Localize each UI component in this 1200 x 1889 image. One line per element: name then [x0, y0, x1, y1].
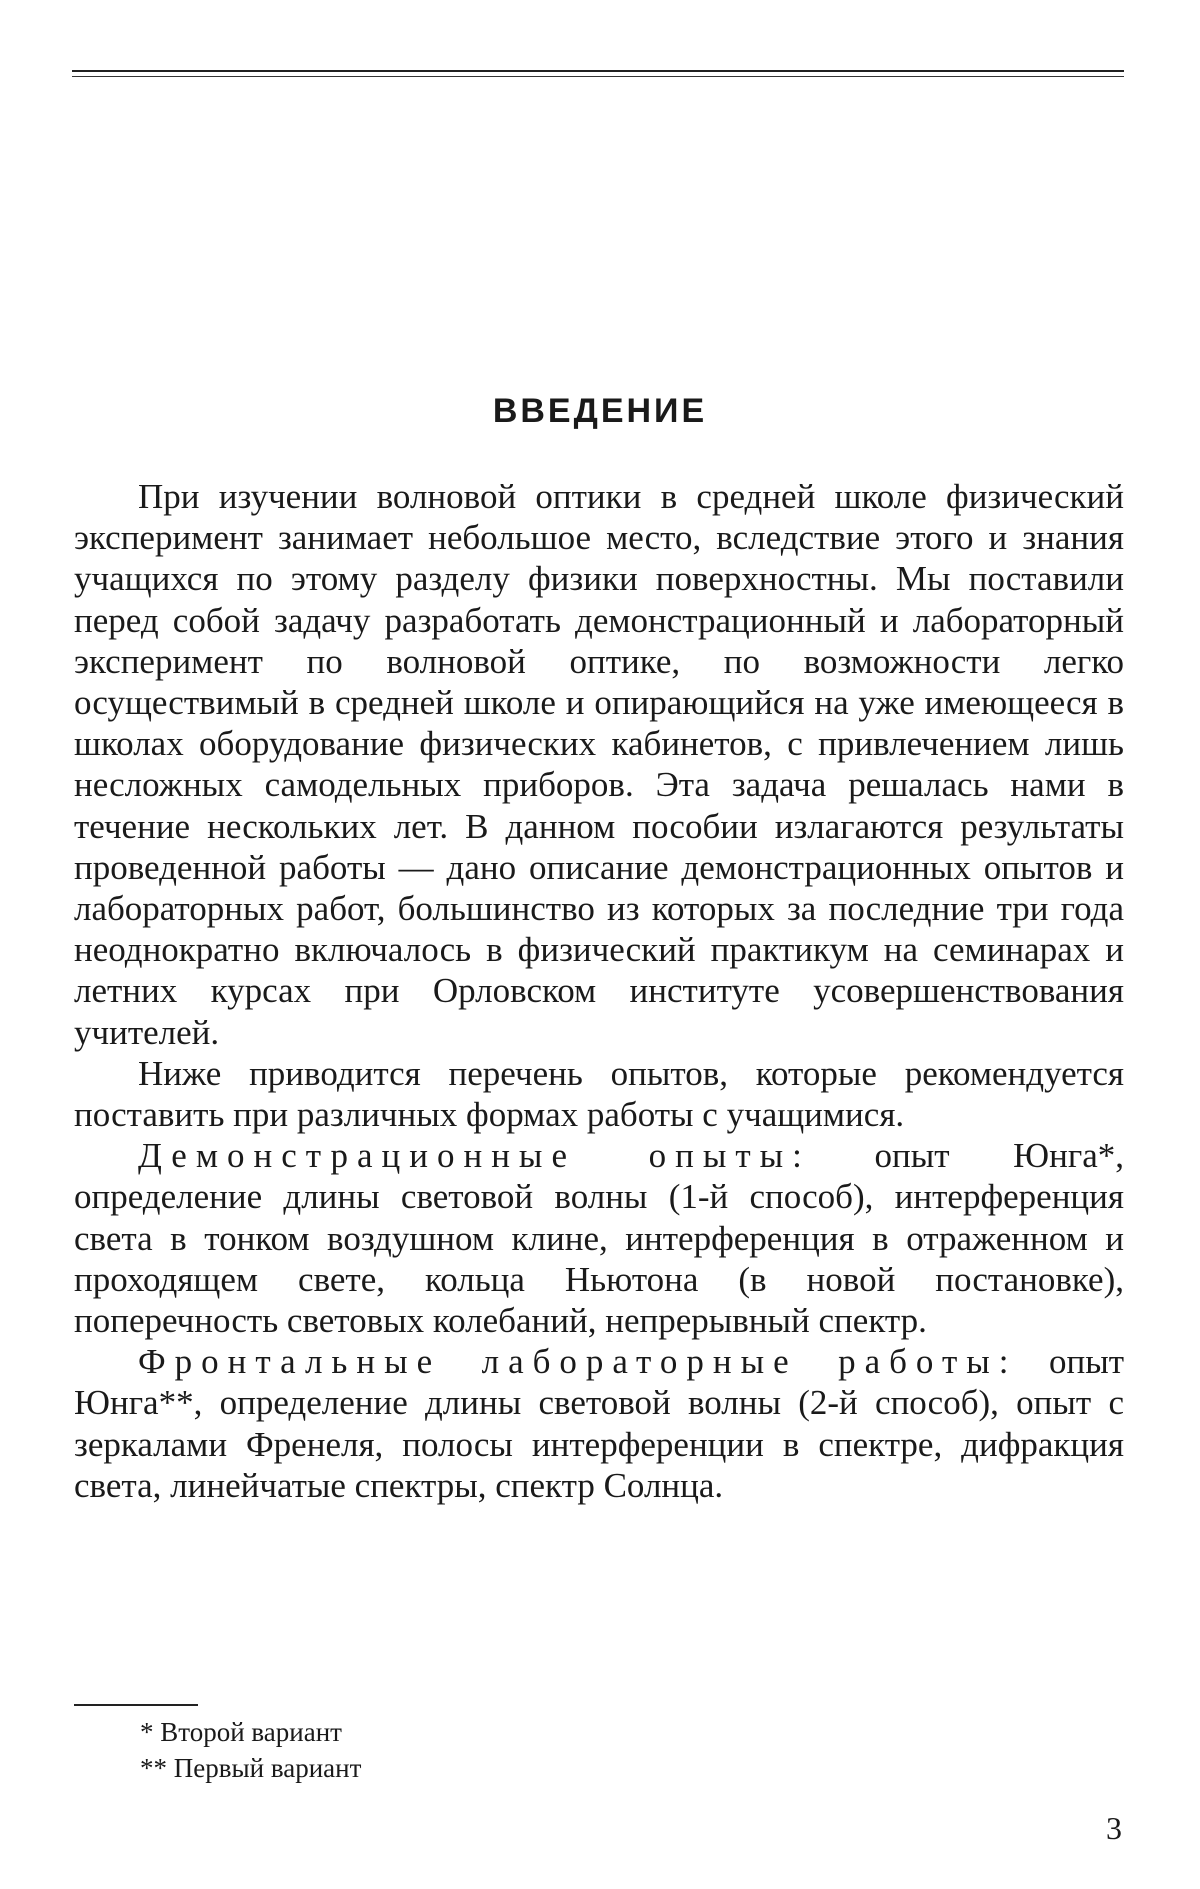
page-number: 3	[1106, 1810, 1122, 1846]
demonstrations-lead: Демонстрационные опыты:	[138, 1136, 811, 1176]
paragraph-list-intro: Ниже приводится перечень опытов, которые рекомендуется поставить при различных формах работы с учащимися.	[74, 1053, 1124, 1135]
footnote-2: ** Первый вариант	[140, 1753, 362, 1783]
header-rule-lower-line	[72, 76, 1124, 77]
header-rule-upper-line	[72, 70, 1124, 72]
footnotes	[140, 1714, 361, 1786]
lab-works-list: опыт Юнга**, определение длины световой волны (2-й способ), опыт с зеркалами Френеля, полосы интерференции в спектре, дифракция света, линейчатые спектры, спектр Солнца.	[74, 1342, 1124, 1505]
demonstrations-list: опыт Юнга*, определение длины световой волны (1-й способ), интерференция света в тонком воздушном клине, интерференция в отраженном и проходящем свете, кольца Ньютона (в новой постановке), поперечность световых колебаний, непрерывный спектр.	[74, 1136, 1125, 1341]
body-text	[74, 476, 1124, 1506]
header-rule	[72, 70, 1124, 80]
footnote-rule	[74, 1704, 198, 1706]
paragraph-intro: При изучении волновой оптики в средней школе физический эксперимент занимает небольшое место, вследствие этого и знания учащихся по этому разделу физики поверхностны. Мы поставили перед собой задачу разработать демонстрационный и лабораторный эксперимент по волновой оптике, по возможности легко осуществимый в средней школе и опирающийся на уже имеющееся в школах оборудование физических кабинетов, с привлечением лишь несложных самодельных приборов. Эта задача решалась нами в течение нескольких лет. В данном пособии излагаются результаты проведенной работы — дано описание демонстрационных опытов и лабораторных работ, большинство из которых за последние три года неоднократно включалось в физический практикум на семинарах и летних курсах при Орловском институте усовершенствования учителей.	[74, 477, 1124, 1052]
paragraph-lab-works	[74, 1341, 1124, 1506]
paragraph-demonstrations	[74, 1135, 1124, 1341]
footnote-1: * Второй вариант	[140, 1717, 342, 1747]
lab-works-lead: Фронтальные лабораторные работы:	[138, 1342, 1018, 1382]
section-heading: ВВЕДЕНИЕ	[492, 392, 708, 430]
